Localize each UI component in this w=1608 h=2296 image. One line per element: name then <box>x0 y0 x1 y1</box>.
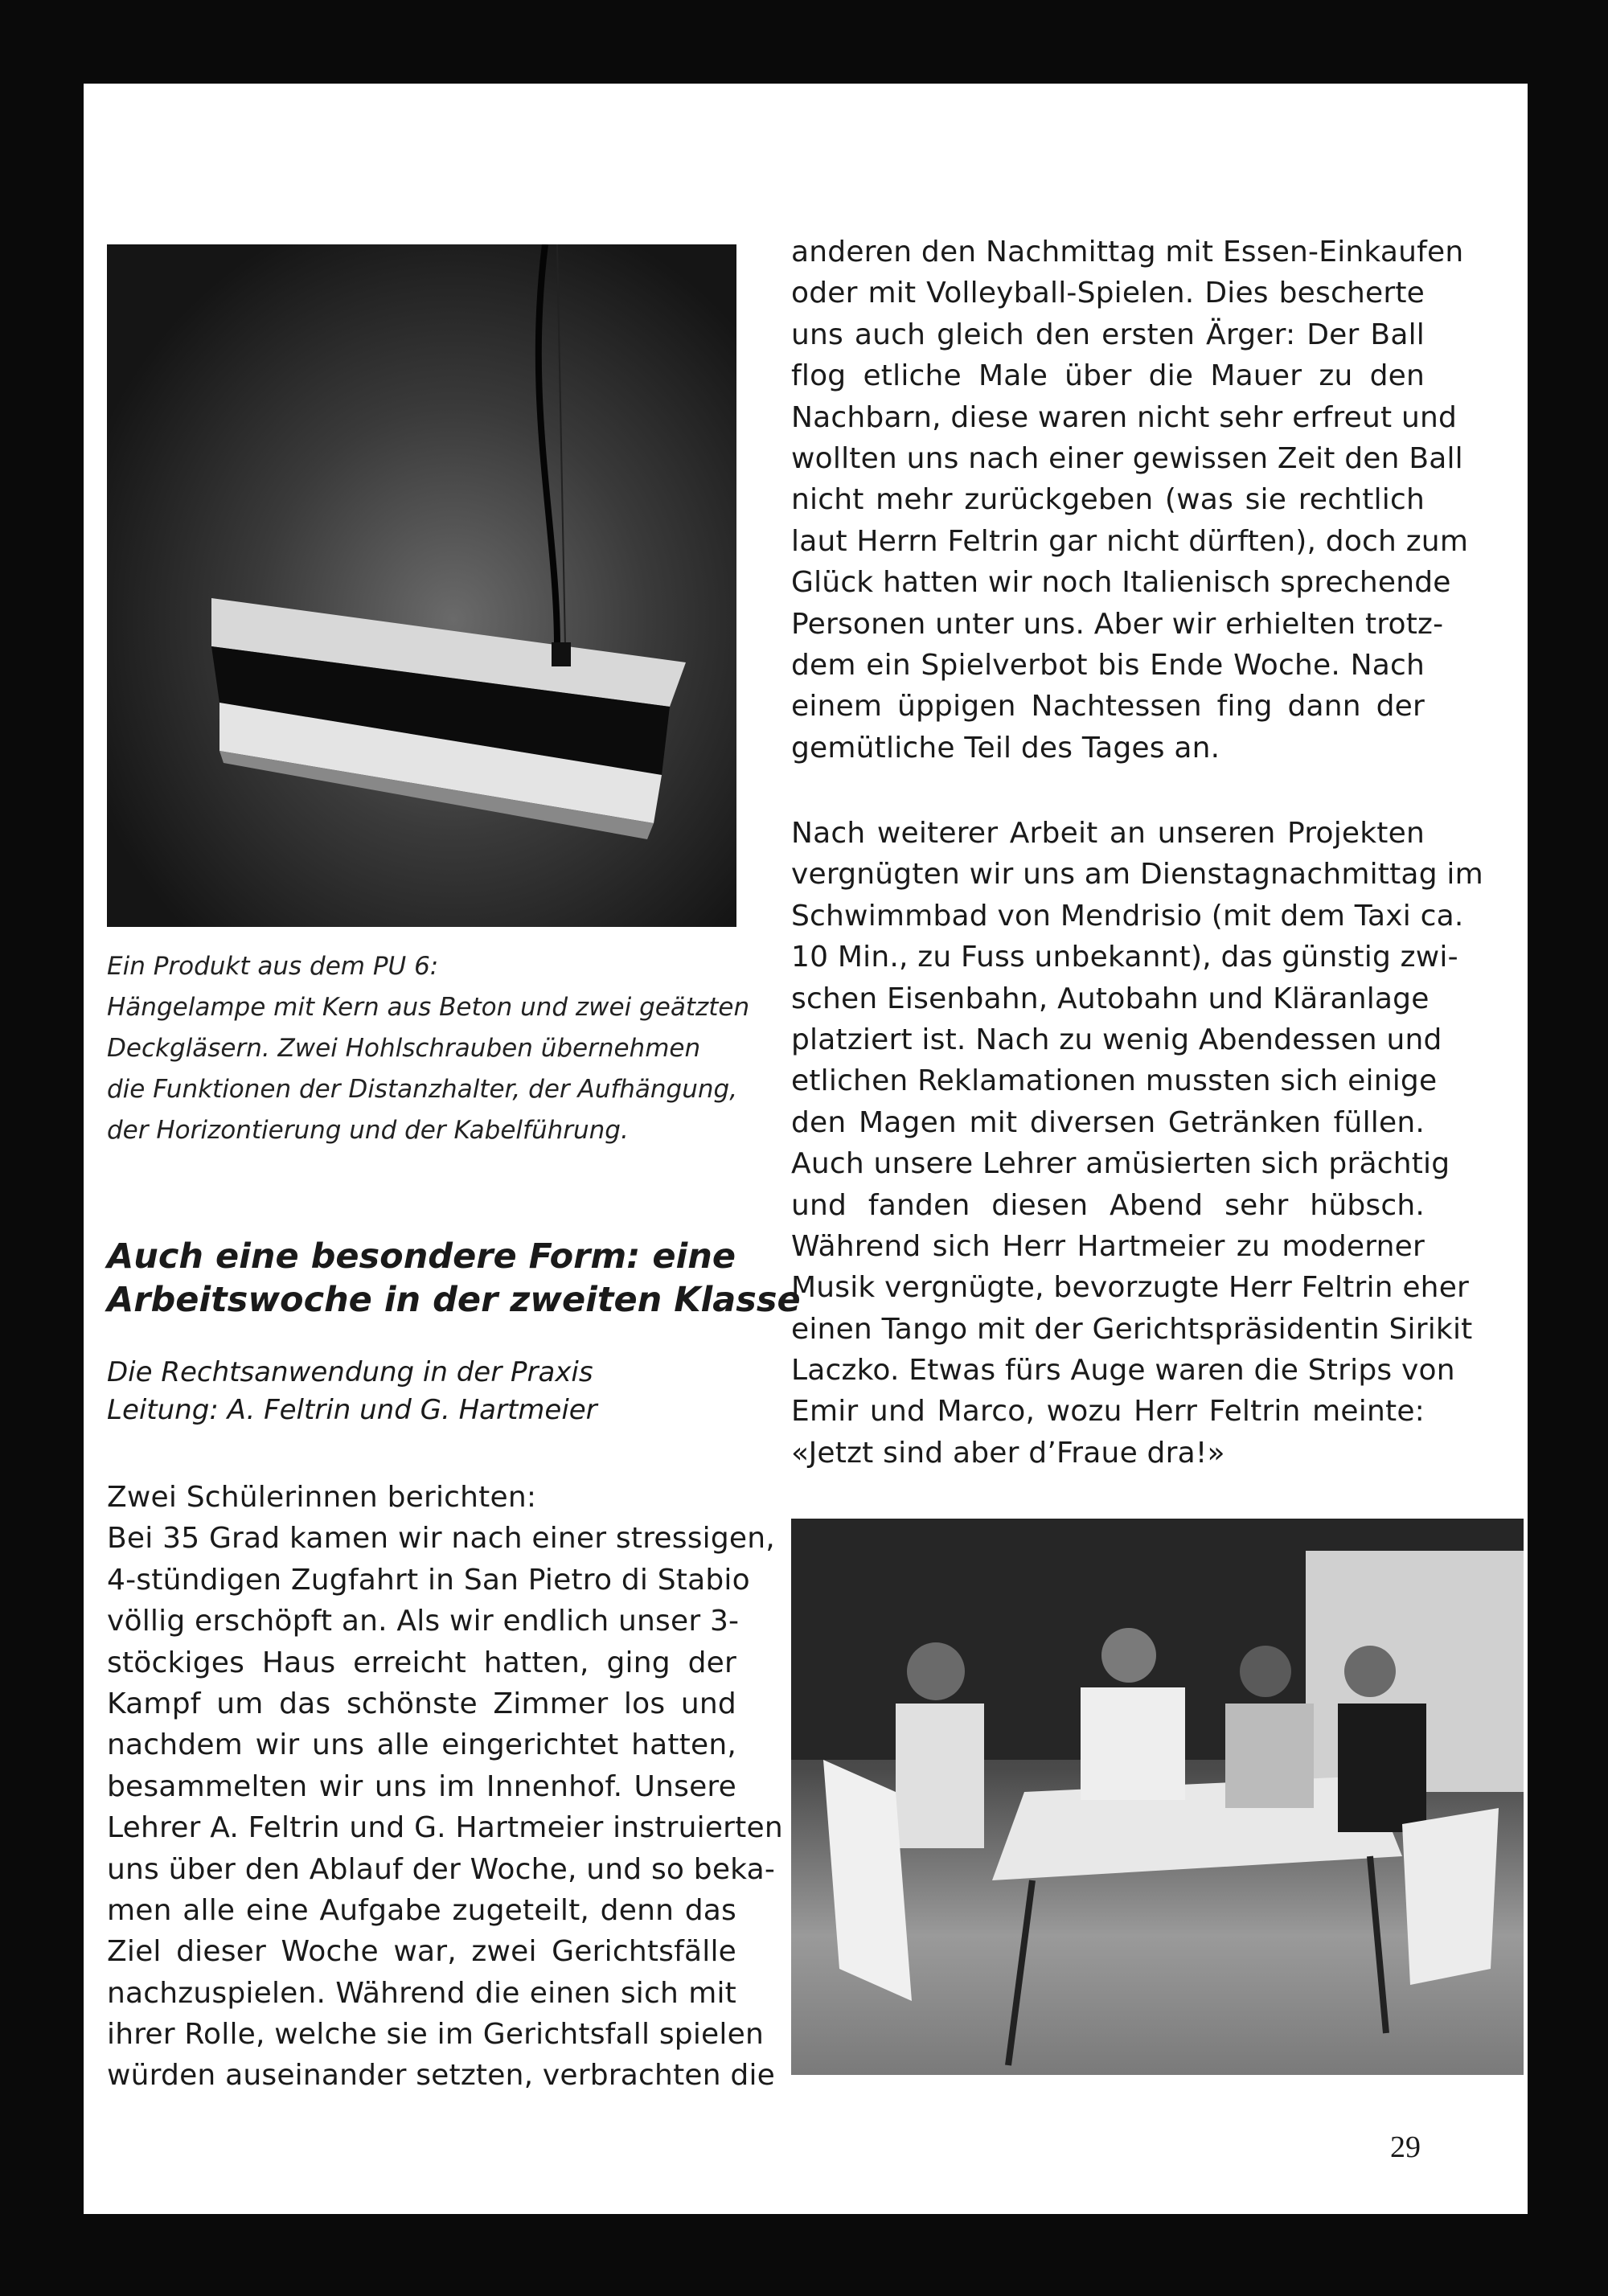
document-page <box>84 84 1528 2214</box>
article-heading <box>107 1235 801 1322</box>
body-line: Ziel dieser Woche war, zwei Gerichtsfälle <box>107 1935 736 1969</box>
caption-line: Hängelampe mit Kern aus Beton und zwei geätzten <box>107 993 750 1022</box>
body-line: Bei 35 Grad kamen wir nach einer stressigen, <box>107 1522 775 1556</box>
body-line: Kampf um das schönste Zimmer los und <box>107 1687 736 1720</box>
body-line: Emir und Marco, wozu Herr Feltrin meinte: <box>791 1395 1425 1429</box>
body-line: schen Eisenbahn, Autobahn und Kläranlage <box>791 982 1430 1015</box>
page-number: 29 <box>1390 2130 1421 2164</box>
lamp-photo <box>107 244 736 927</box>
caption-line: der Horizontierung und der Kabelführung. <box>107 1116 629 1145</box>
body-line: Laczko. Etwas fürs Auge waren die Strips von <box>791 1354 1455 1388</box>
students-table-photo <box>791 1519 1524 2075</box>
body-line: 10 Min., zu Fuss unbekannt), das günstig zwi- <box>791 941 1458 974</box>
body-line: «Jetzt sind aber d’Fraue dra!» <box>791 1436 1225 1470</box>
body-line: Nachbarn, diese waren nicht sehr erfreut und <box>791 400 1458 434</box>
body-line: ihrer Rolle, welche sie im Gerichtsfall spielen <box>107 2018 764 2052</box>
body-line: oder mit Volleyball-Spielen. Dies bescherte <box>791 277 1425 310</box>
body-line: Personen unter uns. Aber wir erhielten trotz- <box>791 607 1444 641</box>
body-line: men alle eine Aufgabe zugeteilt, denn das <box>107 1893 736 1927</box>
body-line: gemütliche Teil des Tages an. <box>791 731 1220 765</box>
body-line: einen Tango mit der Gerichtspräsidentin Sirikit <box>791 1312 1473 1346</box>
body-line: 4-stündigen Zugfahrt in San Pietro di Stabio <box>107 1563 750 1597</box>
body-line: Auch unsere Lehrer amüsierten sich prächtig <box>791 1147 1450 1181</box>
body-line: Musik vergnügte, bevorzugte Herr Feltrin eher <box>791 1271 1470 1305</box>
heading-line: Arbeitswoche in der zweiten Klasse <box>107 1280 801 1320</box>
caption-line: Ein Produkt aus dem PU 6: <box>107 952 439 981</box>
body-line: stöckiges Haus erreicht hatten, ging der <box>107 1646 736 1679</box>
body-line: wollten uns nach einer gewissen Zeit den Ball <box>791 441 1463 475</box>
body-line: nachzuspielen. Während die einen sich mit <box>107 1976 736 2010</box>
hanging-lamp-image <box>107 244 736 927</box>
body-line: Zwei Schülerinnen berichten: <box>107 1481 537 1514</box>
body-line: Glück hatten wir noch Italienisch sprechende <box>791 566 1451 600</box>
body-line: nachdem wir uns alle eingerichtet hatten, <box>107 1728 736 1762</box>
body-line: anderen den Nachmittag mit Essen-Einkaufen <box>791 236 1464 269</box>
lamp-photo-caption <box>107 946 750 1151</box>
body-line: besammelten wir uns im Innenhof. Unsere <box>107 1769 736 1803</box>
body-line: den Magen mit diversen Getränken füllen. <box>791 1105 1425 1139</box>
body-line: Lehrer A. Feltrin und G. Hartmeier instruierten <box>107 1811 783 1845</box>
caption-line: die Funktionen der Distanzhalter, der Aufhängung, <box>107 1075 738 1104</box>
body-line: Nach weiterer Arbeit an unseren Projekten <box>791 817 1425 850</box>
body-line: uns über den Ablauf der Woche, und so beka- <box>107 1852 776 1886</box>
subheading-line: Die Rechtsanwendung in der Praxis <box>107 1356 593 1388</box>
body-line: einem üppigen Nachtessen fing dann der <box>791 690 1425 724</box>
body-line: Schwimmbad von Mendrisio (mit dem Taxi ca. <box>791 899 1464 933</box>
body-line: würden auseinander setzten, verbrachten die <box>107 2059 775 2093</box>
body-line: laut Herrn Feltrin gar nicht dürften), doch zum <box>791 524 1469 558</box>
heading-line: Auch eine besondere Form: eine <box>107 1236 736 1277</box>
article-body-left <box>107 1477 783 2097</box>
body-line: flog etliche Male über die Mauer zu den <box>791 359 1425 393</box>
body-line: uns auch gleich den ersten Ärger: Der Ball <box>791 318 1425 351</box>
body-line: völlig erschöpft an. Als wir endlich unser 3- <box>107 1605 740 1638</box>
article-body-right-para1 <box>791 232 1469 769</box>
body-line: nicht mehr zurückgeben (was sie rechtlich <box>791 483 1425 517</box>
body-line: dem ein Spielverbot bis Ende Woche. Nach <box>791 648 1425 682</box>
caption-line: Deckgläsern. Zwei Hohlschrauben übernehmen <box>107 1034 701 1063</box>
body-line: und fanden diesen Abend sehr hübsch. <box>791 1188 1425 1222</box>
subheading-line: Leitung: A. Feltrin und G. Hartmeier <box>107 1394 597 1426</box>
body-line: Während sich Herr Hartmeier zu moderner <box>791 1229 1425 1263</box>
body-line: platziert ist. Nach zu wenig Abendessen und <box>791 1023 1442 1056</box>
article-body-right-para2 <box>791 813 1483 1474</box>
article-subheading <box>107 1354 750 1429</box>
body-line: vergnügten wir uns am Dienstagnachmittag im <box>791 858 1483 892</box>
body-line: etlichen Reklamationen mussten sich einige <box>791 1064 1438 1098</box>
students-scene-image <box>791 1519 1524 2075</box>
